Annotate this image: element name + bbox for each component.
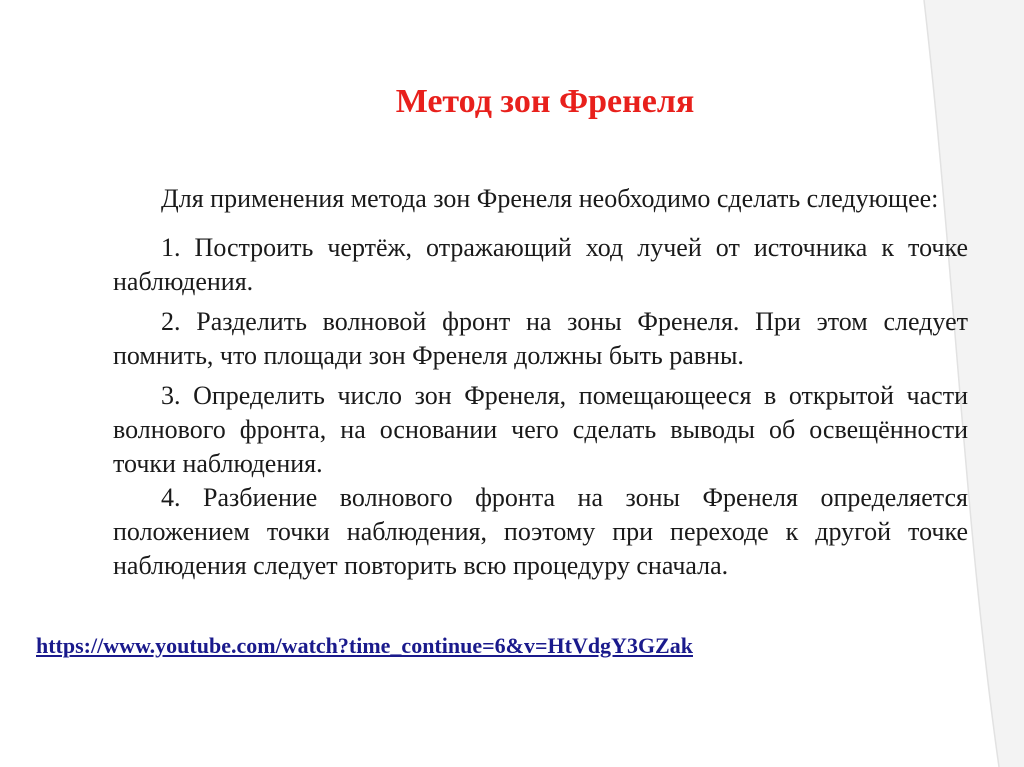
list-item: 2. Разделить волновой фронт на зоны Френеля. При этом следует помнить, что площади зон Френеля должны быть равны.: [113, 307, 968, 370]
slide-body: [113, 182, 968, 583]
youtube-link[interactable]: https://www.youtube.com/watch?time_continue=6&v=HtVdgY3GZak: [36, 633, 693, 658]
list-item: 3. Определить число зон Френеля, помещающееся в открытой части волнового фронта, на основании чего сделать выводы об освещённости точки наблюдения.: [113, 381, 968, 478]
list-item: 4. Разбиение волнового фронта на зоны Френеля определяется положением точки наблюдения, поэтому при переходе к другой точке наблюдения следует повторить всю процедуру сначала.: [113, 483, 968, 580]
intro-paragraph: Для применения метода зон Френеля необходимо сделать следующее:: [161, 184, 939, 213]
slide-title: Метод зон Френеля: [395, 83, 695, 120]
list-item: 1. Построить чертёж, отражающий ход лучей от источника к точке наблюдения.: [113, 233, 968, 296]
